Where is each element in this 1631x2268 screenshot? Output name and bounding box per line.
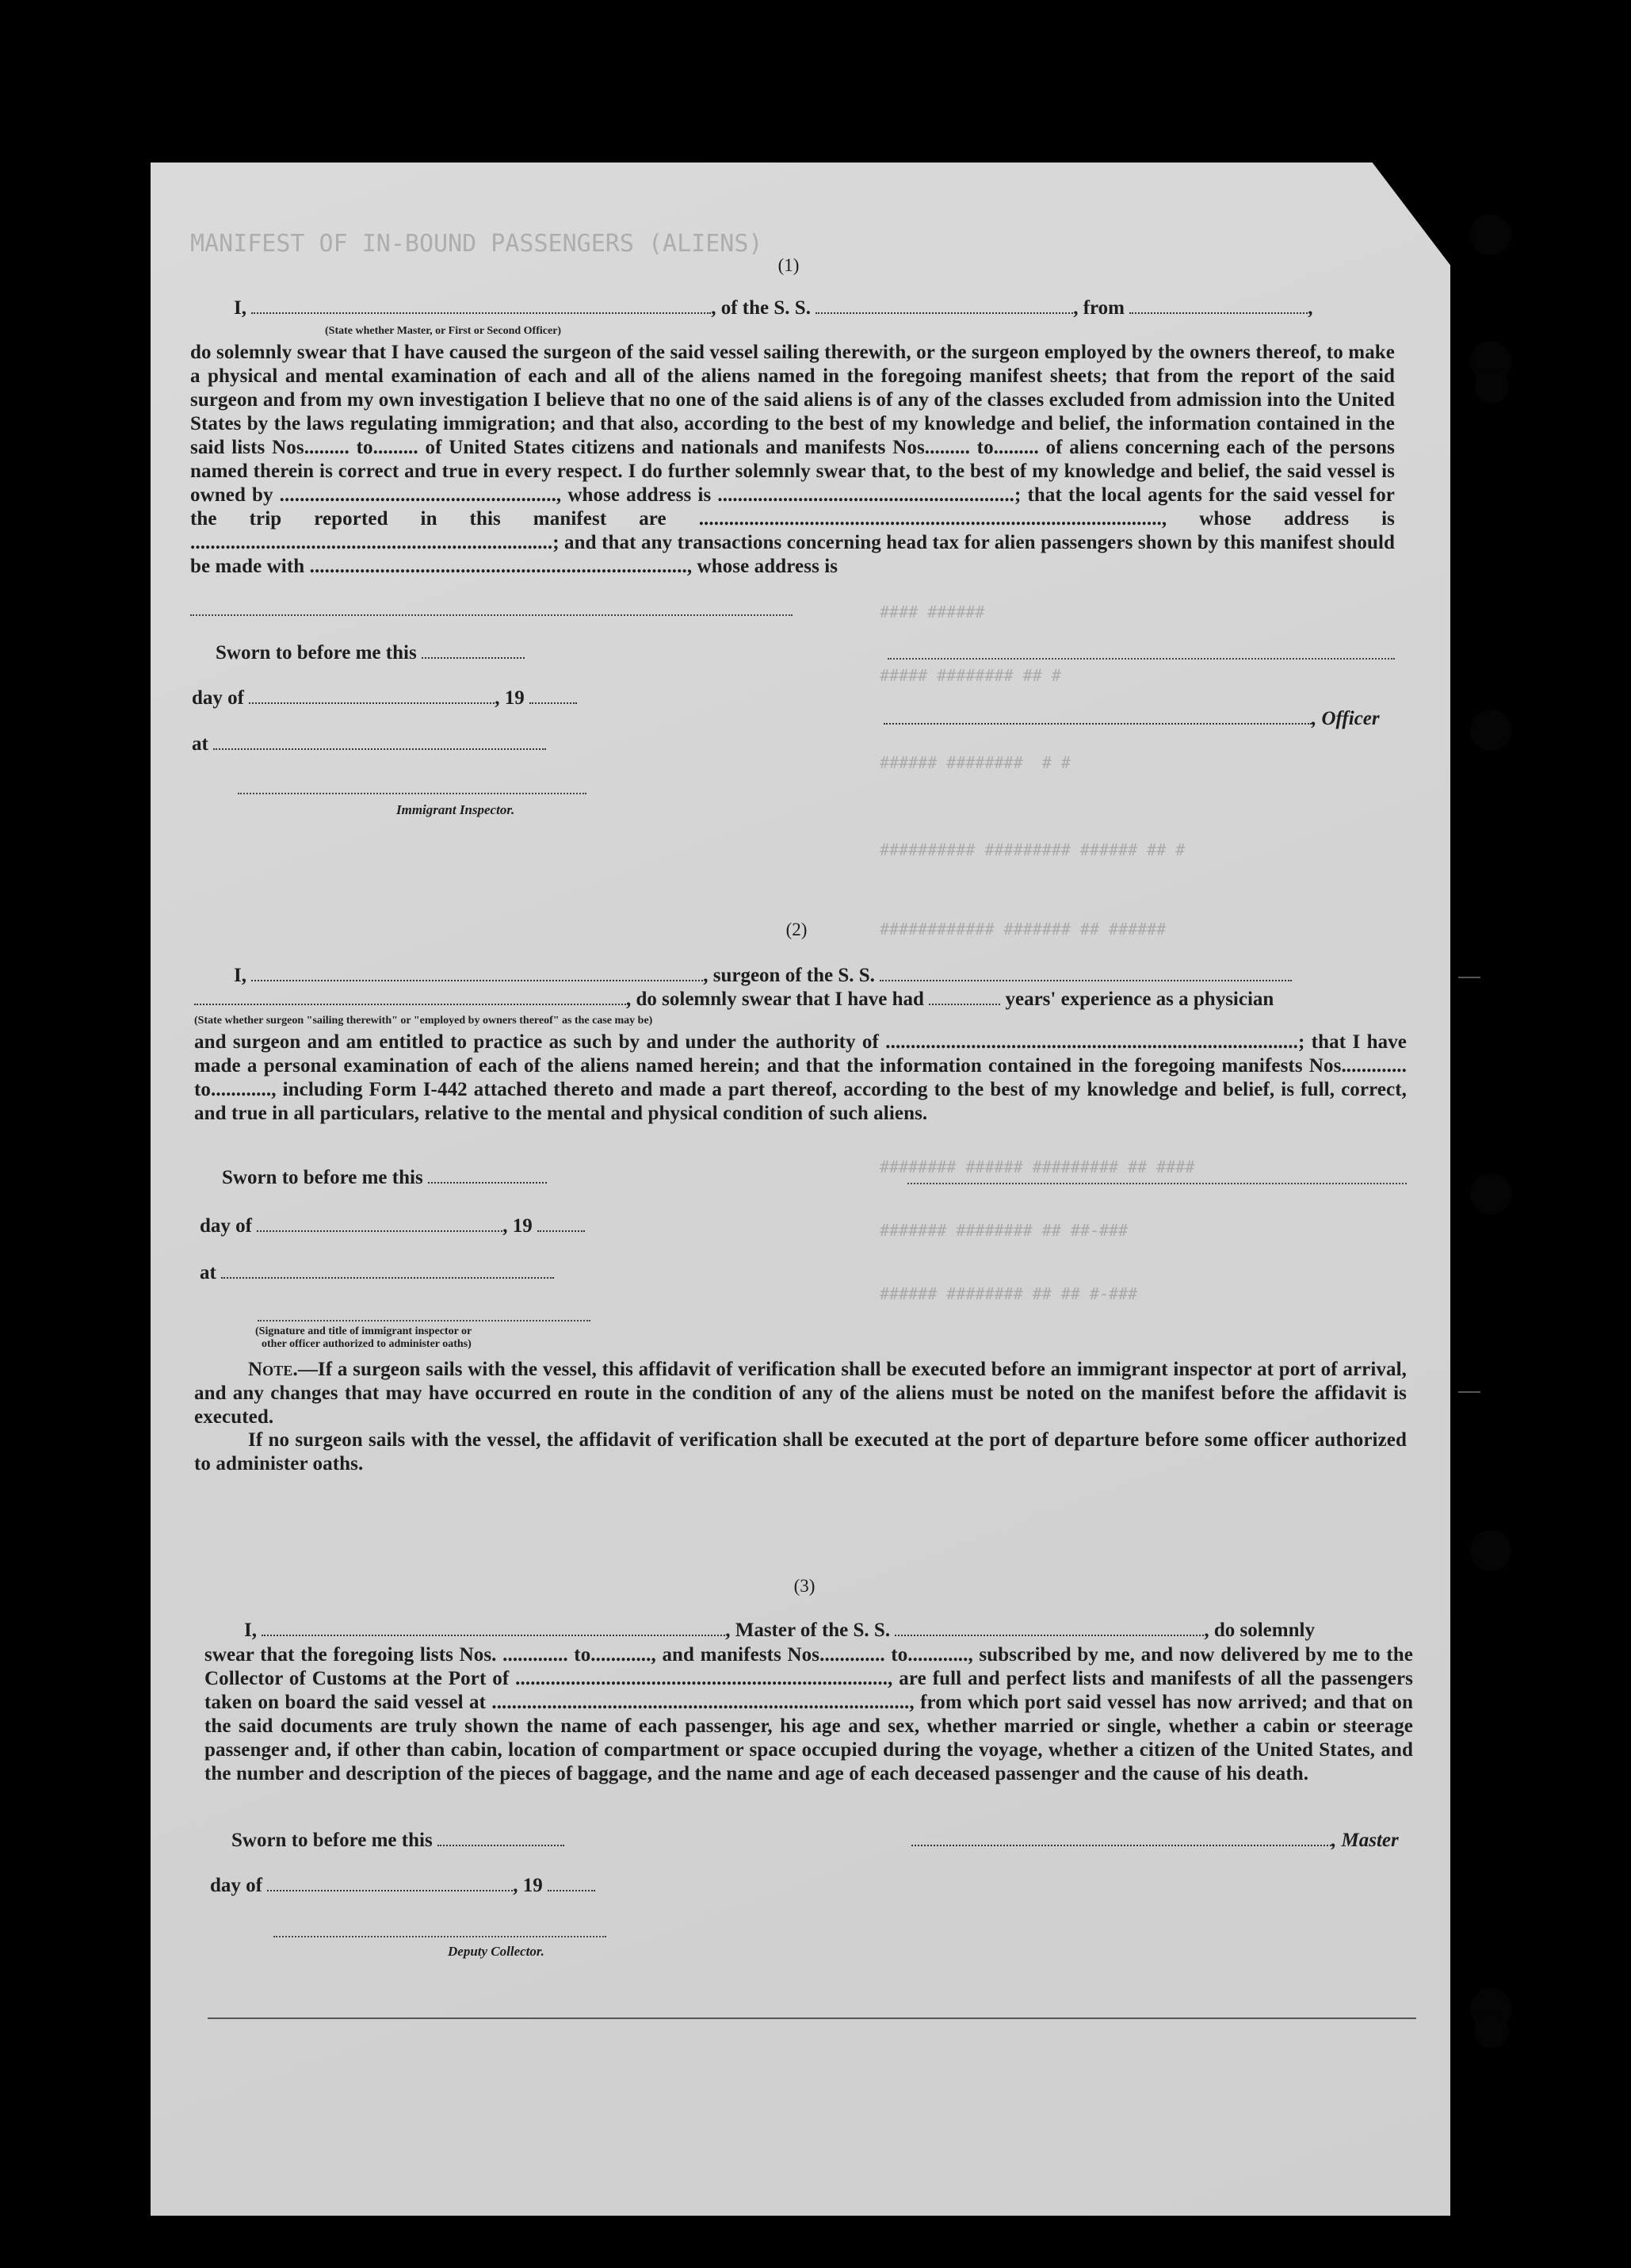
section-1-year-label: , 19 [495, 687, 525, 709]
section-2-sworn-label: Sworn to before me this [222, 1167, 423, 1188]
years-experience-field[interactable] [929, 989, 1000, 1005]
inspector-signature-line[interactable] [238, 793, 586, 794]
section-2-at-label: at [200, 1262, 216, 1283]
section-2-oath-line-1 [234, 965, 1292, 987]
bleed-through-text: ####### ######## ## ##-### [880, 1221, 1129, 1240]
section-1-at-label: at [192, 733, 208, 755]
section-1-address-line[interactable] [190, 614, 793, 616]
section-2-at-field[interactable] [221, 1263, 554, 1279]
collector-caption: Deputy Collector. [448, 1944, 544, 1959]
master-label: , Master [1331, 1830, 1399, 1851]
surgeon-name-field[interactable] [251, 966, 703, 981]
section-1-sworn-date-field[interactable] [422, 643, 525, 659]
vessel-name-field[interactable] [816, 298, 1073, 314]
section-1-number: (1) [777, 255, 800, 275]
section-1-officer-field[interactable] [884, 709, 1312, 725]
section-2-sig-caption-2: other officer authorized to administer oaths) [262, 1338, 472, 1350]
section-1-i-label: I, [234, 297, 246, 319]
section-3-day-row [210, 1875, 595, 1897]
bleed-through-text: ########## ######### ###### ## # [880, 840, 1186, 859]
section-1-sworn-row [216, 642, 525, 664]
section-1-oath-line: I, , of the S. S. , from , [234, 297, 1313, 319]
inspector-caption: Immigrant Inspector. [396, 802, 515, 817]
section-2-year-field[interactable] [537, 1216, 585, 1232]
section-2-years-label: years' experience as a physician [1005, 989, 1274, 1010]
bleed-through-text: ######## ###### ######### ## #### [880, 1157, 1195, 1176]
bleed-through-text: ############ ####### ## ###### [880, 920, 1167, 939]
section-1-day-label: day of [192, 687, 244, 709]
surgeon-status-field[interactable] [194, 989, 626, 1005]
margin-tick [1458, 1391, 1480, 1393]
punch-hole [1470, 1173, 1511, 1214]
section-2-at-row [200, 1262, 554, 1284]
section-2-note-2: If no surgeon sails with the vessel, the affidavit of verification shall be executed at the port of departure before some officer authorized to administer oaths. [194, 1429, 1407, 1474]
section-2-vessel-field[interactable] [880, 966, 1292, 981]
section-1-at-row [192, 733, 546, 755]
section-2-day-row [200, 1215, 585, 1237]
section-1-caption: (State whether Master, or First or Second Officer) [325, 325, 562, 337]
punch-hole [1470, 709, 1511, 751]
section-1-sworn-label: Sworn to before me this [216, 642, 417, 664]
section-1-of-ss-label: , of the S. S. [711, 297, 811, 319]
section-3-master-row [911, 1830, 1399, 1852]
section-2-oath-line-2 [194, 989, 1274, 1011]
section-1-day-field[interactable] [249, 688, 495, 704]
punch-hole [1470, 1530, 1511, 1571]
section-1-year-field[interactable] [529, 688, 577, 704]
bleed-through-text: #### ###### [880, 602, 985, 622]
section-1-body: do solemnly swear that I have caused the surgeon of the said vessel sailing therewith, or the surgeon employed by the owners thereof, to make a physical and mental examination of each and all of the aliens named in the foregoing manifest sheets; that from the report of the said surgeon and from my own investigation I believe that no one of the said aliens is of any of the classes excluded from admission into the United States by the laws regulating immigration; and that also, according to the best of my knowledge and belief, the information contained in the said lists Nos......... to......... of United States citizens and nationals and manifests Nos......... to......... of aliens concerning each of the persons named therein is correct and true in every respect. I do further solemnly swear that, to the best of my knowledge and belief, the said vessel is owned by ......................................................., whose address is ...........................................................; that the local agents for the said vessel for the trip reported in this manifest are ............................................................................................, whose address is ........................................................................; and that any transactions concerning head tax for alien passengers shown by this manifest should be made with ..........................................................................., whose address is [190, 342, 1395, 577]
section-2-surgeon-of-label: , surgeon of the S. S. [703, 965, 875, 986]
section-3-year-field[interactable] [548, 1876, 595, 1891]
section-3-oath-line [244, 1620, 1315, 1642]
section-3-sworn-row [231, 1830, 564, 1852]
section-3-day-label: day of [210, 1875, 262, 1896]
section-2-sworn-date-field[interactable] [428, 1168, 547, 1184]
officer-name-field[interactable] [251, 298, 711, 314]
section-3-year-label: , 19 [513, 1875, 543, 1896]
section-3-vessel-field[interactable] [895, 1620, 1204, 1636]
bleed-through-text: ###### ######## ## ## #-### [880, 1284, 1138, 1303]
section-1-officer-row [884, 708, 1380, 730]
note-text: —If a surgeon sails with the vessel, this affidavit of verification shall be executed before an immigrant inspector at port of arrival, and any changes that may have occurred en route in the condition of any of the aliens must be noted on the manifest before the affidavit is executed. [194, 1359, 1407, 1428]
section-2-number: (2) [785, 920, 808, 939]
section-3-day-field[interactable] [267, 1876, 513, 1891]
section-2-i-label: I, [234, 965, 246, 986]
collector-signature-line[interactable] [273, 1936, 606, 1937]
section-3-sworn-date-field[interactable] [437, 1830, 564, 1846]
section-3-number: (3) [793, 1576, 816, 1596]
section-2-signature-line[interactable] [258, 1320, 590, 1321]
section-1-from-label: , from [1073, 297, 1125, 319]
note-label: Note. [248, 1359, 298, 1380]
margin-tick [1458, 977, 1480, 978]
section-3-i-label: I, [244, 1620, 257, 1641]
section-1-day-row [192, 687, 577, 709]
punch-hole [1474, 369, 1509, 403]
section-2-swear-label: , do solemnly swear that I have had [626, 989, 924, 1010]
master-name-field[interactable] [262, 1620, 725, 1636]
bleed-through-text: ##### ######## ## # [880, 666, 1061, 685]
section-2-caption: (State whether surgeon "sailing therewith" or "employed by owners thereof" as the case may be) [194, 1015, 653, 1027]
section-3-solemnly-label: , do solemnly [1204, 1620, 1315, 1641]
section-2-sig-caption-1: (Signature and title of immigrant inspector or [255, 1325, 472, 1337]
departure-port-field[interactable] [1129, 298, 1308, 314]
master-signature-field[interactable] [911, 1830, 1331, 1846]
punch-hole [1470, 214, 1511, 255]
officer-label: , Officer [1312, 708, 1380, 729]
bleed-through-text: ###### ######## # # [880, 753, 1071, 772]
bottom-rule [208, 2017, 1416, 2019]
officer-signature-line[interactable] [888, 658, 1395, 660]
section-2-body: and surgeon and am entitled to practice as such by and under the authority of ..................................................................................; that I have made a personal examination of each of the aliens named herein; and that the information contained in the foregoing manifests Nos............. to............, including Form I-442 attached thereto and made a part thereof, according to the best of my knowledge and belief, is full, correct, and true in all particulars, relative to the mental and physical condition of such aliens. [194, 1031, 1407, 1124]
section-2-day-label: day of [200, 1215, 252, 1237]
section-2-note [194, 1358, 1407, 1429]
punch-hole [1474, 2014, 1509, 2048]
surgeon-signature-line[interactable] [907, 1183, 1407, 1184]
bleed-through-text: MANIFEST OF IN-BOUND PASSENGERS (ALIENS) [190, 230, 763, 258]
section-2-year-label: , 19 [502, 1215, 533, 1237]
section-3-master-of-label: , Master of the S. S. [725, 1620, 891, 1641]
section-1-at-field[interactable] [213, 734, 546, 750]
section-3-sworn-label: Sworn to before me this [231, 1830, 433, 1851]
section-2-day-field[interactable] [257, 1216, 502, 1232]
section-3-body: swear that the foregoing lists Nos. ............. to............, and manifests Nos............. to............, subscribed by me, and now delivered by me to the Collector of Customs at the Port of .........................................................................., are full and perfect lists and manifests of all the passengers taken on board the said vessel at ..................................................................................., from which port said vessel has now arrived; and that on the said documents are truly shown the name of each passenger, his age and sex, whether married or single, whether a cabin or steerage passenger and, if other than cabin, location of compartment or space occupied during the voyage, whether a citizen of the United States, and the number and description of the pieces of baggage, and the name and age of each deceased passenger and the cause of his death. [204, 1644, 1413, 1784]
section-2-sworn-row [222, 1167, 547, 1189]
